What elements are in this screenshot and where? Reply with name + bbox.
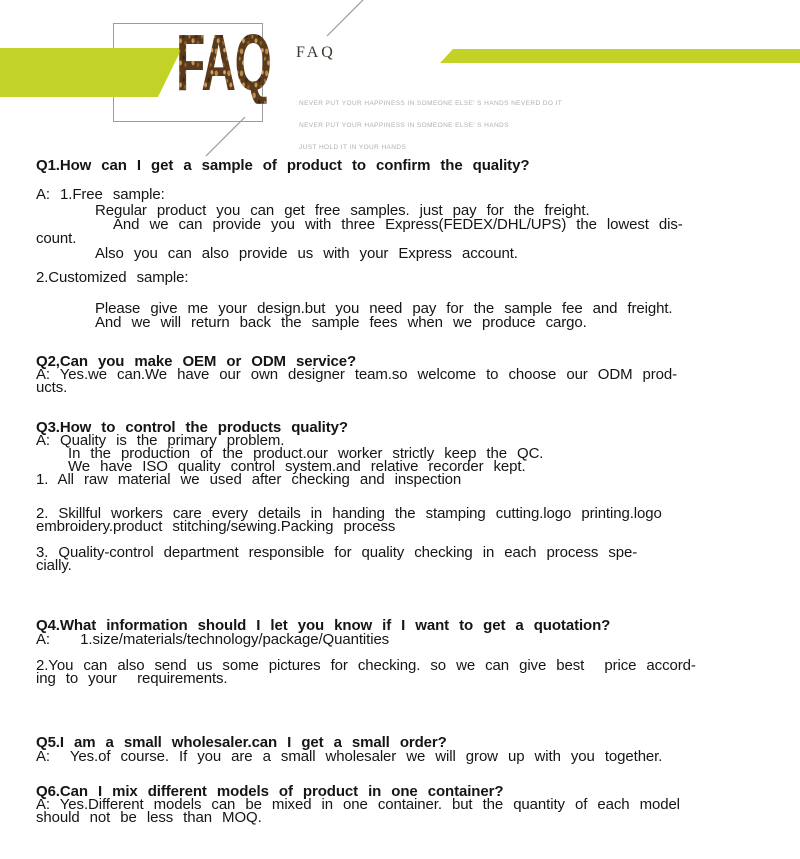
faq-answer-line: 2.Customized sample: bbox=[36, 269, 189, 286]
faq-answer-line: We have ISO quality control system.and relative recorder kept. bbox=[68, 458, 526, 475]
faq-label: FAQ bbox=[296, 44, 336, 61]
faq-answer-line: Also you can also provide us with your Express account. bbox=[95, 245, 518, 262]
faq-title-leopard: FAQ bbox=[176, 18, 271, 108]
motto-line: NEVER PUT YOUR HAPPINESS IN SOMEONE ELSE' S HANDS bbox=[299, 122, 509, 130]
faq-answer-line: ing to your requirements. bbox=[36, 670, 228, 687]
faq-question: Q1.How can I get a sample of product to confirm the quality? bbox=[36, 157, 530, 174]
faq-answer-line: A: Quality is the primary problem. bbox=[36, 432, 285, 449]
faq-answer-line: should not be less than MOQ. bbox=[36, 809, 262, 826]
faq-answer-line: 1. All raw material we used after checking and inspection bbox=[36, 471, 462, 488]
faq-answer-line: A: Yes.Different models can be mixed in one container. but the quantity of each model bbox=[36, 796, 680, 813]
green-band-right bbox=[440, 49, 800, 63]
diagonal-line-top bbox=[327, 0, 363, 36]
faq-question: Q4.What information should I let you know if I want to get a quotation? bbox=[36, 617, 611, 634]
faq-answer-line: 2. Skillful workers care every details in handing the stamping cutting.logo printing.logo bbox=[36, 505, 662, 522]
faq-answer-line: Please give me your design.but you need pay for the sample fee and freight. bbox=[95, 300, 673, 317]
faq-answer-line: embroidery.product stitching/sewing.Packing process bbox=[36, 518, 396, 535]
faq-answer-line: A: Yes.of course. If you are a small wholesaler we will grow up with you together. bbox=[36, 748, 663, 765]
motto-text bbox=[299, 86, 562, 158]
faq-answer-line: ucts. bbox=[36, 379, 68, 396]
faq-answer-line: A: 1.size/materials/technology/package/Quantities bbox=[36, 631, 390, 648]
faq-answer-line: A: 1.Free sample: bbox=[36, 186, 165, 203]
faq-question: Q3.How to control the products quality? bbox=[36, 419, 348, 436]
motto-line: NEVER PUT YOUR HAPPINESS IN SOMEONE ELSE' S HANDS NEVERD DO IT bbox=[299, 100, 563, 108]
faq-answer-line: cially. bbox=[36, 557, 72, 574]
faq-answer-line: Regular product you can get free samples. just pay for the freight. bbox=[95, 202, 590, 219]
faq-answer-line: In the production of the product.our worker strictly keep the QC. bbox=[68, 445, 544, 462]
faq-answer-line: And we will return back the sample fees when we produce cargo. bbox=[95, 314, 587, 331]
faq-question: Q2,Can you make OEM or ODM service? bbox=[36, 353, 357, 370]
faq-answer-line: A: Yes.we can.We have our own designer team.so welcome to choose our ODM prod- bbox=[36, 366, 678, 383]
motto-line: JUST HOLD IT IN YOUR HANDS bbox=[299, 143, 407, 151]
diagonal-line-bottom bbox=[206, 117, 245, 156]
green-band-left bbox=[0, 48, 182, 97]
faq-answer-line: And we can provide you with three Express(FEDEX/DHL/UPS) the lowest dis- bbox=[113, 216, 683, 233]
faq-answer-line: count. bbox=[36, 230, 77, 247]
faq-answer-line: 3. Quality-control department responsible for quality checking in each process spe- bbox=[36, 544, 638, 561]
faq-question: Q6.Can I mix different models of product in one container? bbox=[36, 783, 504, 800]
faq-question: Q5.I am a small wholesaler.can I get a small order? bbox=[36, 734, 447, 751]
faq-answer-line: 2.You can also send us some pictures for checking. so we can give best price accord- bbox=[36, 657, 696, 674]
